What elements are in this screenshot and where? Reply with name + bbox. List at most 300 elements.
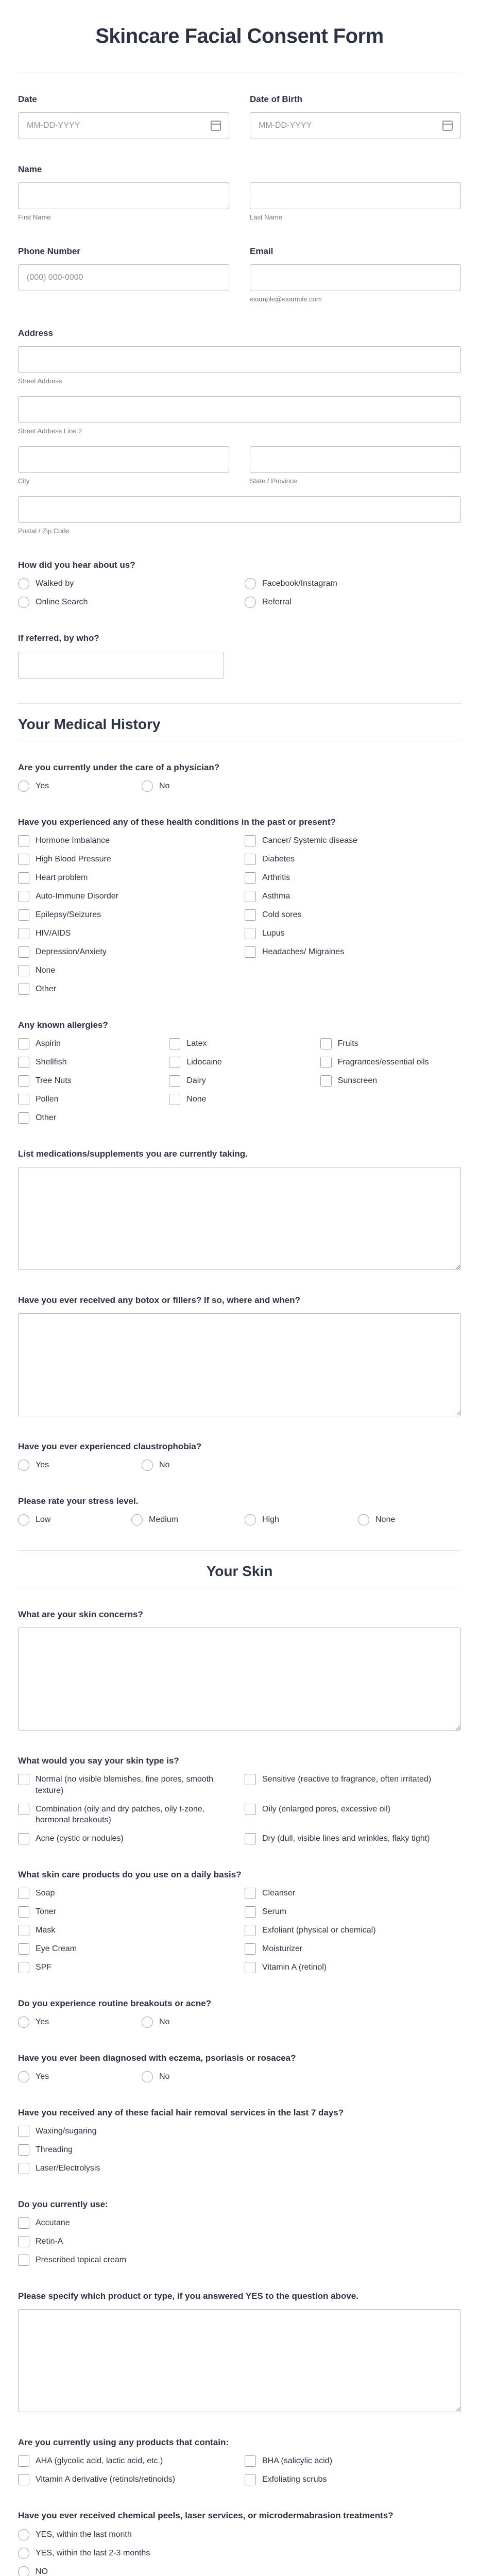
calendar-icon[interactable] [211,121,221,131]
email-label: Email [250,246,273,257]
checkbox-option[interactable] [18,891,234,902]
checkbox-option[interactable] [245,872,461,884]
dob-input-wrap [250,112,461,139]
checkbox-option[interactable] [169,1094,310,1105]
phone-input[interactable] [18,264,229,291]
checkbox[interactable] [245,2474,256,2485]
city-sublabel: City [18,477,30,485]
checkbox[interactable] [320,1057,332,1068]
option-label: Vitamin A derivative (retinols/retinoids) [36,2475,175,2484]
option-label: None [186,1094,207,1104]
divider [18,703,461,704]
checkbox[interactable] [18,2255,29,2266]
checkbox-option[interactable] [245,1804,461,1826]
contain-question [18,2437,461,2485]
checkbox-option[interactable] [245,1962,461,1973]
phone-label: Phone Number [18,246,80,257]
checkbox-option[interactable] [18,2163,461,2174]
checkbox-option[interactable] [18,1925,234,1936]
checkbox[interactable] [18,2474,29,2485]
skin-type-options [18,1774,461,1844]
conditions-question [18,817,461,995]
radio[interactable] [18,2016,29,2028]
option-label: Walked by [36,579,74,588]
checkbox-option[interactable] [245,1833,461,1844]
option-label: Normal (no visible blemishes, fine pores, smooth texture) [36,1775,214,1795]
checkbox[interactable] [18,1038,29,1049]
radio[interactable] [245,597,256,608]
checkbox-option[interactable] [169,1038,310,1049]
checkbox[interactable] [18,2455,29,2467]
checkbox[interactable] [18,2217,29,2229]
option-label: Auto-Immune Disorder [36,891,118,901]
checkbox[interactable] [245,1925,256,1936]
option-label: Vitamin A (retinol) [262,1962,327,1972]
checkbox-option[interactable] [18,835,234,846]
date-field-group [18,94,229,139]
checkbox[interactable] [18,2126,29,2137]
option-label: Dairy [186,1076,206,1085]
products-options [18,1888,461,1973]
checkbox-option[interactable] [18,965,234,976]
hear-option[interactable] [18,578,234,589]
street1-input[interactable] [18,346,461,373]
first-name-input[interactable] [18,182,229,209]
botox-question [18,1295,461,1416]
checkbox[interactable] [245,835,256,846]
checkbox[interactable] [245,1943,256,1955]
concerns-question [18,1609,461,1731]
checkbox-option[interactable] [18,2126,461,2137]
option-label: Asthma [262,891,290,901]
checkbox[interactable] [18,1888,29,1899]
last-name-input[interactable] [250,182,461,209]
street2-input[interactable] [18,396,461,423]
botox-textarea[interactable] [18,1313,461,1416]
radio-option-no[interactable] [142,2016,255,2028]
stress-options [18,1514,461,1526]
radio-option-no[interactable] [142,2071,255,2082]
checkbox[interactable] [18,965,29,976]
currently-use-question [18,2199,461,2266]
checkbox[interactable] [245,1962,256,1973]
option-label: Mask [36,1925,56,1935]
checkbox-option[interactable] [245,909,461,921]
checkbox-option[interactable] [245,891,461,902]
hear-options [18,578,461,608]
consent-form [18,0,461,2576]
hear-option[interactable] [245,578,461,589]
dob-field-group [250,94,461,139]
hair-removal-question [18,2107,461,2174]
checkbox[interactable] [245,1906,256,1918]
radio[interactable] [18,781,29,792]
checkbox[interactable] [245,1774,256,1785]
meds-question [18,1148,461,1270]
checkbox-option[interactable] [245,835,461,846]
option-label: AHA (glycolic acid, lactic acid, etc.) [36,2456,163,2466]
hear-option[interactable] [18,597,234,608]
option-label: Sunscreen [337,1076,378,1085]
checkbox[interactable] [18,1057,29,1068]
claustro-options [18,1460,461,1471]
checkbox[interactable] [169,1075,180,1087]
checkbox-option[interactable] [18,1774,234,1796]
breakouts-question [18,1998,461,2028]
date-input-wrap [18,112,229,139]
checkbox-option[interactable] [18,1943,234,1955]
checkbox-option[interactable] [245,1943,461,1955]
checkbox[interactable] [18,1906,29,1918]
calendar-icon[interactable] [442,121,453,131]
allergies-label: Any known allergies? [18,1020,108,1030]
radio[interactable] [18,2071,29,2082]
option-label: Headaches/ Migraines [262,947,345,956]
physician-question [18,762,461,792]
checkbox[interactable] [18,854,29,865]
checkbox-option[interactable] [18,1906,234,1918]
checkbox[interactable] [18,1774,29,1785]
currently-use-options [18,2217,461,2266]
checkbox-option[interactable] [245,1774,461,1796]
checkbox[interactable] [245,854,256,865]
contact-row [18,246,461,303]
checkbox-option[interactable] [245,946,461,958]
claustro-label: Have you ever experienced claustrophobia? [18,1442,202,1452]
allergies-question [18,1020,461,1124]
referred-question [18,633,461,678]
state-sublabel: State / Province [250,477,297,485]
concerns-label: What are your skin concerns? [18,1609,143,1620]
specify-textarea[interactable] [18,2309,461,2412]
option-label: No [159,781,170,790]
option-label: No [159,2072,170,2081]
radio-option-yes[interactable] [18,781,131,792]
street2-group [18,396,461,435]
date-input[interactable] [18,112,229,139]
radio[interactable] [358,1514,369,1526]
checkbox[interactable] [18,1075,29,1087]
checkbox-option[interactable] [18,909,234,921]
checkbox-option[interactable] [18,872,234,884]
option-label: BHA (salicylic acid) [262,2456,333,2466]
radio-option[interactable] [18,2548,461,2559]
checkbox[interactable] [18,2144,29,2156]
checkbox[interactable] [18,2236,29,2247]
radio[interactable] [245,578,256,589]
zip-input[interactable] [18,496,461,523]
checkbox-option[interactable] [18,1075,159,1087]
option-label: Acne (cystic or nodules) [36,1834,124,1843]
checkbox[interactable] [245,909,256,921]
eczema-label: Have you ever been diagnosed with eczema, psoriasis or rosacea? [18,2053,296,2063]
option-label: Lidocaine [186,1057,222,1066]
option-label: Cleanser [262,1888,296,1897]
radio[interactable] [18,1460,29,1471]
option-label: No [159,1461,170,1470]
checkbox[interactable] [169,1038,180,1049]
email-sublabel: example@example.com [250,295,322,303]
checkbox-option[interactable] [18,1888,234,1899]
option-label: Other [36,1113,57,1122]
empty-cell [245,965,461,976]
peels-options [18,2529,461,2576]
checkbox[interactable] [169,1057,180,1068]
phone-group [18,246,229,303]
checkbox-option[interactable] [18,1038,159,1049]
checkbox-option[interactable] [245,2474,461,2485]
option-label: Cold sores [262,910,302,919]
skin-type-label: What would you say your skin type is? [18,1756,179,1766]
breakouts-label: Do you experience routine breakouts or acne? [18,1998,212,2008]
radio-option[interactable] [18,2529,461,2540]
checkbox-option[interactable] [169,1075,310,1087]
currently-use-label: Do you currently use: [18,2199,108,2210]
radio[interactable] [18,597,29,608]
radio-option-no[interactable] [142,781,255,792]
checkbox[interactable] [245,928,256,939]
checkbox[interactable] [18,891,29,902]
option-label: No [159,2017,170,2026]
option-label: Soap [36,1888,55,1897]
checkbox-option[interactable] [245,854,461,865]
claustro-question [18,1441,461,1471]
checkbox-option[interactable] [18,2236,461,2247]
checkbox-option[interactable] [245,928,461,939]
checkbox-option-other[interactable] [18,984,234,995]
option-label: Facebook/Instagram [262,579,337,588]
radio[interactable] [18,2548,29,2559]
checkbox[interactable] [245,891,256,902]
radio-option[interactable] [358,1514,461,1526]
checkbox-option[interactable] [18,1804,234,1826]
option-label: Aspirin [36,1039,61,1048]
option-label: Dry (dull, visible lines and wrinkles, flaky tight) [262,1834,430,1843]
checkbox-option[interactable] [18,2455,234,2467]
checkbox[interactable] [18,909,29,921]
checkbox[interactable] [320,1075,332,1087]
checkbox[interactable] [18,2163,29,2174]
checkbox-option[interactable] [320,1075,461,1087]
option-label: Toner [36,1907,57,1916]
checkbox-option[interactable] [18,928,234,939]
checkbox[interactable] [18,1943,29,1955]
radio-option[interactable] [18,2566,461,2576]
allergies-options [18,1038,461,1124]
radio-option-yes[interactable] [18,1460,131,1471]
skin-type-question [18,1755,461,1844]
radio[interactable] [142,2071,153,2082]
empty-cell [320,1094,461,1105]
option-label: Hormone Imbalance [36,836,110,845]
option-label: Arthritis [262,873,290,882]
radio[interactable] [142,781,153,792]
last-name-sublabel: Last Name [250,213,282,222]
checkbox[interactable] [245,946,256,958]
checkbox[interactable] [18,1962,29,1973]
option-label: Diabetes [262,854,295,863]
option-label: Fragrances/essential oils [337,1057,429,1066]
state-input[interactable] [250,446,461,473]
radio[interactable] [18,2566,29,2576]
option-label: Laser/Electrolysis [36,2164,100,2173]
checkbox-option[interactable] [18,854,234,865]
checkbox[interactable] [18,1804,29,1815]
radio[interactable] [142,1460,153,1471]
option-label: Combination (oily and dry patches, oily t-zone, hormonal breakouts) [36,1804,205,1825]
first-name-sublabel: First Name [18,213,51,222]
option-label: Fruits [337,1039,358,1048]
hear-option[interactable] [245,597,461,608]
option-label: Referral [262,598,292,607]
checkbox[interactable] [18,1094,29,1105]
option-label: Eye Cream [36,1944,77,1953]
radio-option-yes[interactable] [18,2071,131,2082]
checkbox-option[interactable] [18,2474,234,2485]
email-group [250,246,461,303]
contain-label: Are you currently using any products that contain: [18,2437,229,2448]
radio-option[interactable] [131,1514,234,1526]
checkbox[interactable] [18,946,29,958]
peels-question [18,2510,461,2576]
radio-option[interactable] [18,1514,121,1526]
checkbox-option[interactable] [18,1057,159,1068]
checkbox-option[interactable] [18,946,234,958]
checkbox-option[interactable] [18,2144,461,2156]
hair-removal-label: Have you received any of these facial hair removal services in the last 7 days? [18,2108,344,2118]
street1-group [18,346,461,385]
checkbox-option[interactable] [245,1888,461,1899]
checkbox-option-other[interactable] [18,1112,159,1124]
city-group [18,446,229,485]
date-label: Date [18,94,37,104]
checkbox-option[interactable] [18,1833,234,1844]
hair-removal-options [18,2126,461,2174]
checkbox-option[interactable] [18,2217,461,2229]
option-label: High Blood Pressure [36,854,111,863]
checkbox[interactable] [245,1888,256,1899]
email-input[interactable] [250,264,461,291]
breakouts-options [18,2016,461,2028]
checkbox[interactable] [245,872,256,884]
referred-input[interactable] [18,652,224,679]
option-label: Latex [186,1039,207,1048]
radio[interactable] [245,1514,256,1526]
checkbox[interactable] [18,928,29,939]
option-label: Exfoliating scrubs [262,2475,327,2484]
dob-input[interactable] [250,112,461,139]
medical-section-title: Your Medical History [18,716,161,732]
checkbox-option[interactable] [320,1038,461,1049]
first-name-group [18,182,229,221]
radio[interactable] [142,2016,153,2028]
meds-textarea[interactable] [18,1167,461,1270]
radio[interactable] [131,1514,143,1526]
concerns-textarea[interactable] [18,1628,461,1731]
checkbox[interactable] [18,835,29,846]
option-label: Pollen [36,1094,59,1104]
option-label: YES, within the last 2-3 months [36,2548,150,2557]
option-label: NO [36,2567,48,2576]
checkbox[interactable] [169,1094,180,1105]
option-label: Lupus [262,928,285,938]
radio-option-no[interactable] [142,1460,255,1471]
checkbox-option[interactable] [320,1057,461,1068]
checkbox-option[interactable] [245,1906,461,1918]
form-title: Skincare Facial Consent Form [95,25,384,47]
checkbox-option[interactable] [245,2455,461,2467]
option-label: Online Search [36,598,88,607]
name-question [18,164,461,221]
checkbox[interactable] [18,1112,29,1124]
address-question [18,328,461,535]
referred-label: If referred, by who? [18,633,99,643]
option-label: Prescribed topical cream [36,2256,127,2265]
option-label: Depression/Anxiety [36,947,107,956]
radio-option[interactable] [245,1514,348,1526]
option-label: Yes [36,2017,49,2026]
date-row [18,94,461,139]
option-label: Oily (enlarged pores, excessive oil) [262,1804,390,1814]
checkbox[interactable] [245,2455,256,2467]
checkbox-option[interactable] [245,1925,461,1936]
stress-label: Please rate your stress level. [18,1496,139,1506]
option-label: Epilepsy/Seizures [36,910,101,919]
checkbox-option[interactable] [169,1057,310,1068]
state-group [250,446,461,485]
specify-label: Please specify which product or type, if you answered YES to the question above. [18,2291,358,2301]
checkbox[interactable] [18,984,29,995]
option-label: Threading [36,2145,73,2155]
products-label: What skin care products do you use on a daily basis? [18,1869,242,1879]
option-label: Moisturizer [262,1944,303,1953]
peels-label: Have you ever received chemical peels, laser services, or microdermabrasion treatments? [18,2511,394,2521]
radio-option-yes[interactable] [18,2016,131,2028]
checkbox-option[interactable] [18,1094,159,1105]
checkbox[interactable] [18,872,29,884]
checkbox[interactable] [18,1925,29,1936]
checkbox-option[interactable] [18,2255,461,2266]
option-label: HIV/AIDS [36,928,71,938]
radio[interactable] [18,578,29,589]
option-label: Yes [36,1461,49,1470]
option-label: Other [36,984,57,993]
address-label: Address [18,328,54,338]
eczema-options [18,2071,461,2082]
conditions-options [18,835,461,995]
option-label: Low [36,1515,51,1524]
option-label: None [375,1515,396,1524]
zip-group [18,496,461,535]
zip-sublabel: Postal / Zip Code [18,527,70,535]
checkbox[interactable] [245,1833,256,1844]
street1-sublabel: Street Address [18,377,62,385]
checkbox[interactable] [18,1833,29,1844]
divider [18,1550,461,1551]
checkbox-option[interactable] [18,1962,234,1973]
conditions-label: Have you experienced any of these health conditions in the past or present? [18,817,336,827]
meds-label: List medications/supplements you are currently taking. [18,1148,248,1159]
stress-question [18,1496,461,1526]
checkbox[interactable] [245,1804,256,1815]
city-input[interactable] [18,446,229,473]
hear-question [18,560,461,608]
street2-sublabel: Street Address Line 2 [18,427,82,435]
radio[interactable] [18,2529,29,2540]
checkbox[interactable] [320,1038,332,1049]
radio[interactable] [18,1514,29,1526]
option-label: Sensitive (reactive to fragrance, often irritated) [262,1775,432,1784]
